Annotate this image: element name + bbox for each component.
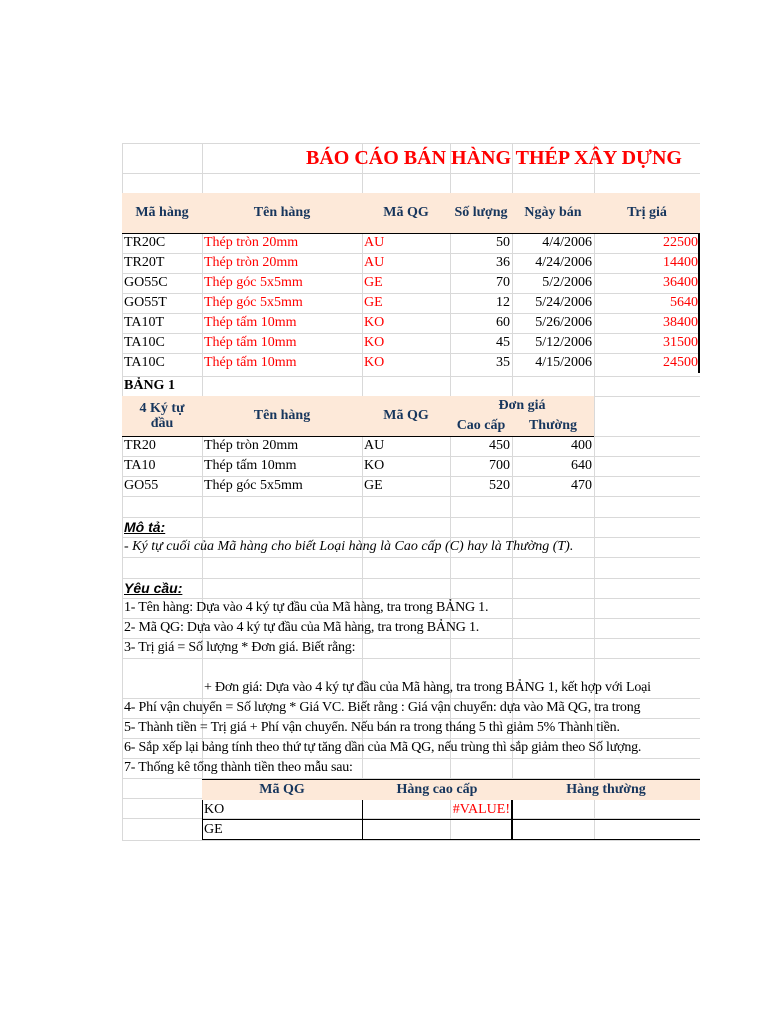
main-cell-tenhang[interactable]: Thép tấm 10mm	[204, 355, 297, 370]
gridline-h	[122, 173, 700, 174]
main-header-tenhang[interactable]: Tên hàng	[202, 193, 362, 233]
bang1-header-dongia[interactable]: Đơn giá	[450, 396, 594, 416]
main-cell-ngayban[interactable]: 5/2/2006	[542, 275, 592, 290]
main-cell-tenhang[interactable]: Thép tấm 10mm	[204, 315, 297, 330]
bang1-cell-thuong[interactable]: 640	[571, 458, 592, 473]
main-cell-trigia[interactable]: 31500	[663, 335, 698, 350]
bang1-header-caocap[interactable]: Cao cấp	[450, 416, 512, 436]
main-cell-maqg[interactable]: GE	[364, 275, 383, 290]
bang1-cell-thuong[interactable]: 470	[571, 478, 592, 493]
main-cell-maqg[interactable]: AU	[364, 235, 385, 250]
yeucau-item[interactable]: 5- Thành tiền = Trị giá + Phí vận chuyển. Nếu bán ra trong tháng 5 thì giảm 5% Thành tiền.	[124, 720, 620, 735]
main-cell-trigia[interactable]: 38400	[663, 315, 698, 330]
bang1-cell-caocap[interactable]: 450	[489, 438, 510, 453]
bang1-cell-kytu[interactable]: TR20	[124, 438, 156, 453]
main-header-trigia[interactable]: Trị giá	[594, 193, 700, 233]
yeucau-heading[interactable]: Yêu cầu:	[124, 580, 183, 596]
bang1-cell-tenhang[interactable]: Thép góc 5x5mm	[204, 478, 303, 493]
main-cell-soluong[interactable]: 35	[496, 355, 510, 370]
bang1-label[interactable]: BẢNG 1	[124, 378, 175, 393]
main-cell-maqg[interactable]: GE	[364, 295, 383, 310]
main-cell-mahang[interactable]: GO55T	[124, 295, 167, 310]
bang1-cell-kytu[interactable]: GO55	[124, 478, 159, 493]
main-header-mahang[interactable]: Mã hàng	[122, 193, 202, 233]
main-cell-trigia[interactable]: 24500	[663, 355, 698, 370]
mota-text[interactable]: - Ký tự cuối của Mã hàng cho biết Loại hàng là Cao cấp (C) hay là Thường (T).	[124, 539, 574, 554]
bang1-cell-tenhang[interactable]: Thép tấm 10mm	[204, 458, 297, 473]
main-cell-maqg[interactable]: KO	[364, 335, 385, 350]
main-cell-soluong[interactable]: 45	[496, 335, 510, 350]
mota-heading[interactable]: Mô tả:	[124, 519, 166, 535]
main-cell-mahang[interactable]: TA10C	[124, 355, 165, 370]
stats-header-thuong[interactable]: Hàng thường	[512, 780, 700, 800]
stats-header-caocap[interactable]: Hàng cao cấp	[362, 780, 512, 800]
main-cell-ngayban[interactable]: 4/15/2006	[535, 355, 592, 370]
bang1-header-maqg[interactable]: Mã QG	[362, 396, 450, 436]
main-cell-trigia[interactable]: 14400	[663, 255, 698, 270]
main-cell-soluong[interactable]: 50	[496, 235, 510, 250]
main-header-ngayban[interactable]: Ngày bán	[512, 193, 594, 233]
bang1-cell-caocap[interactable]: 520	[489, 478, 510, 493]
main-cell-maqg[interactable]: KO	[364, 315, 385, 330]
bang1-cell-kytu[interactable]: TA10	[124, 458, 156, 473]
gridline-h	[122, 840, 700, 841]
main-cell-trigia[interactable]: 5640	[670, 295, 698, 310]
main-cell-tenhang[interactable]: Thép góc 5x5mm	[204, 275, 303, 290]
yeucau-item[interactable]: 1- Tên hàng: Dựa vào 4 ký tự đầu của Mã hàng, tra trong BẢNG 1.	[124, 600, 489, 615]
bang1-header-tenhang[interactable]: Tên hàng	[202, 396, 362, 436]
main-cell-soluong[interactable]: 60	[496, 315, 510, 330]
main-cell-tenhang[interactable]: Thép góc 5x5mm	[204, 295, 303, 310]
main-cell-trigia[interactable]: 36400	[663, 275, 698, 290]
main-cell-soluong[interactable]: 12	[496, 295, 510, 310]
main-cell-ngayban[interactable]: 5/12/2006	[535, 335, 592, 350]
main-cell-soluong[interactable]: 70	[496, 275, 510, 290]
bang1-header-4kytu[interactable]	[122, 396, 202, 436]
main-cell-ngayban[interactable]: 5/24/2006	[535, 295, 592, 310]
stats-header-maqg[interactable]: Mã QG	[202, 780, 362, 800]
stats-cell-caocap[interactable]	[362, 820, 512, 840]
gridline-h	[122, 496, 700, 497]
main-cell-tenhang[interactable]: Thép tròn 20mm	[204, 255, 299, 270]
main-cell-mahang[interactable]: GO55C	[124, 275, 168, 290]
main-cell-tenhang[interactable]: Thép tròn 20mm	[204, 235, 299, 250]
stats-cell-maqg[interactable]: KO	[204, 802, 225, 817]
gridline-h	[122, 376, 700, 377]
main-header-soluong[interactable]: Số lượng	[450, 193, 512, 233]
bang1-cell-thuong[interactable]: 400	[571, 438, 592, 453]
yeucau-item[interactable]: 7- Thống kê tổng thành tiền theo mẫu sau:	[124, 760, 353, 775]
stats-cell-thuong[interactable]	[512, 820, 700, 840]
bang1-cell-caocap[interactable]: 700	[489, 458, 510, 473]
main-cell-maqg[interactable]: KO	[364, 355, 385, 370]
main-cell-soluong[interactable]: 36	[496, 255, 510, 270]
main-cell-mahang[interactable]: TR20T	[124, 255, 165, 270]
main-cell-maqg[interactable]: AU	[364, 255, 385, 270]
report-title[interactable]: BÁO CÁO BÁN HÀNG THÉP XÂY DỰNG	[306, 147, 682, 169]
stats-cell-thuong[interactable]	[512, 800, 700, 820]
spreadsheet	[122, 143, 700, 843]
gridline-h	[122, 557, 700, 558]
stats-cell-maqg[interactable]: GE	[204, 822, 223, 837]
bang1-cell-maqg[interactable]: GE	[364, 478, 383, 493]
main-header-maqg[interactable]: Mã QG	[362, 193, 450, 233]
yeucau-item[interactable]: 4- Phí vận chuyển = Số lượng * Giá VC. Biết rằng : Giá vận chuyển: dựa vào Mã QG, tra trong	[124, 700, 641, 715]
main-cell-tenhang[interactable]: Thép tấm 10mm	[204, 335, 297, 350]
bang1-header-thuong[interactable]: Thường	[512, 416, 594, 436]
yeucau-item[interactable]: 3- Trị giá = Số lượng * Đơn giá. Biết rằng:	[124, 640, 356, 655]
yeucau-item[interactable]: 6- Sắp xếp lại bảng tính theo thứ tự tăng dần của Mã QG, nếu trùng thì sắp giảm theo Số lượng.	[124, 740, 642, 755]
main-cell-mahang[interactable]: TA10T	[124, 315, 165, 330]
stats-cell-caocap[interactable]: #VALUE!	[452, 802, 510, 817]
bang1-cell-maqg[interactable]: KO	[364, 458, 385, 473]
main-cell-mahang[interactable]: TR20C	[124, 235, 166, 250]
main-cell-trigia[interactable]: 22500	[663, 235, 698, 250]
gridline-h	[122, 658, 700, 659]
yeucau-item[interactable]: 2- Mã QG: Dựa vào 4 ký tự đầu của Mã hàng, tra trong BẢNG 1.	[124, 620, 480, 635]
main-cell-mahang[interactable]: TA10C	[124, 335, 165, 350]
main-cell-ngayban[interactable]: 4/4/2006	[542, 235, 592, 250]
main-cell-ngayban[interactable]: 4/24/2006	[535, 255, 592, 270]
yeucau-item[interactable]: + Đơn giá: Dựa vào 4 ký tự đầu của Mã hàng, tra trong BẢNG 1, kết hợp với Loại	[204, 680, 651, 695]
main-cell-ngayban[interactable]: 5/26/2006	[535, 315, 592, 330]
bang1-cell-maqg[interactable]: AU	[364, 438, 385, 453]
bang1-cell-tenhang[interactable]: Thép tròn 20mm	[204, 438, 299, 453]
bang1-header-4kytu-text: 4 Ký tự đầu	[139, 400, 185, 431]
